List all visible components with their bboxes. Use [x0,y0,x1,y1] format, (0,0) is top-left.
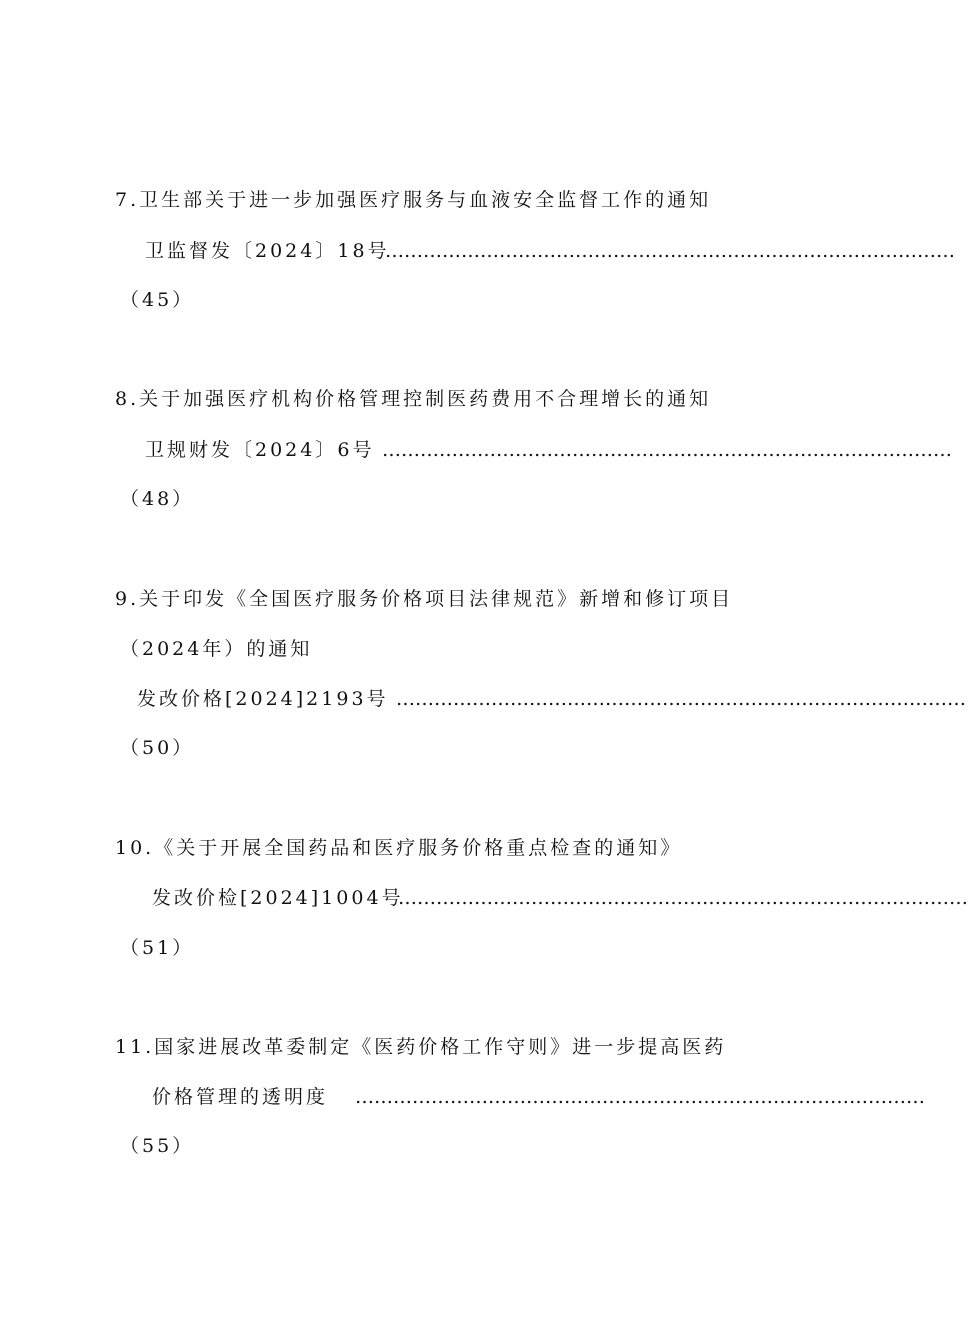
toc-entry-9-docnum: 发改价格[2024]2193号 [137,688,389,710]
toc-entry-9-subtitle: （2024年）的通知 [120,638,313,660]
toc-entry-7-title: 7.卫生部关于进一步加强医疗服务与血液安全监督工作的通知 [115,189,712,211]
toc-entry-10-title: 10.《关于开展全国药品和医疗服务价格重点检查的通知》 [115,837,683,859]
toc-entry-7-leader: ……………………………………………………………………………… [385,240,955,262]
toc-entry-8-title: 8.关于加强医疗机构价格管理控制医药费用不合理增长的通知 [115,388,712,410]
toc-entry-9-leader: ……………………………………………………………………………… [396,688,966,710]
toc-entry-8-leader: ……………………………………………………………………………… [382,439,952,461]
toc-entry-7-docnum: 卫监督发〔2024〕18号 [145,240,390,262]
toc-entry-10-docnum: 发改价检[2024]1004号 [152,887,404,909]
toc-entry-9-page: （50） [120,737,195,759]
toc-entry-8-page: （48） [120,488,195,510]
toc-entry-7-page: （45） [120,289,195,311]
toc-entry-11-title: 11.国家进展改革委制定《医药价格工作守则》进一步提高医药 [115,1036,727,1058]
toc-entry-11-docnum: 价格管理的透明度 [152,1086,329,1108]
toc-entry-11-page: （55） [120,1135,195,1157]
toc-entry-11-leader: ……………………………………………………………………………… [355,1086,925,1108]
toc-entry-10-leader: ……………………………………………………………………………… [398,887,968,909]
toc-entry-10-page: （51） [120,937,195,959]
toc-entry-8-docnum: 卫规财发〔2024〕6号 [145,439,375,461]
toc-entry-9-title: 9.关于印发《全国医疗服务价格项目法律规范》新增和修订项目 [115,588,734,610]
